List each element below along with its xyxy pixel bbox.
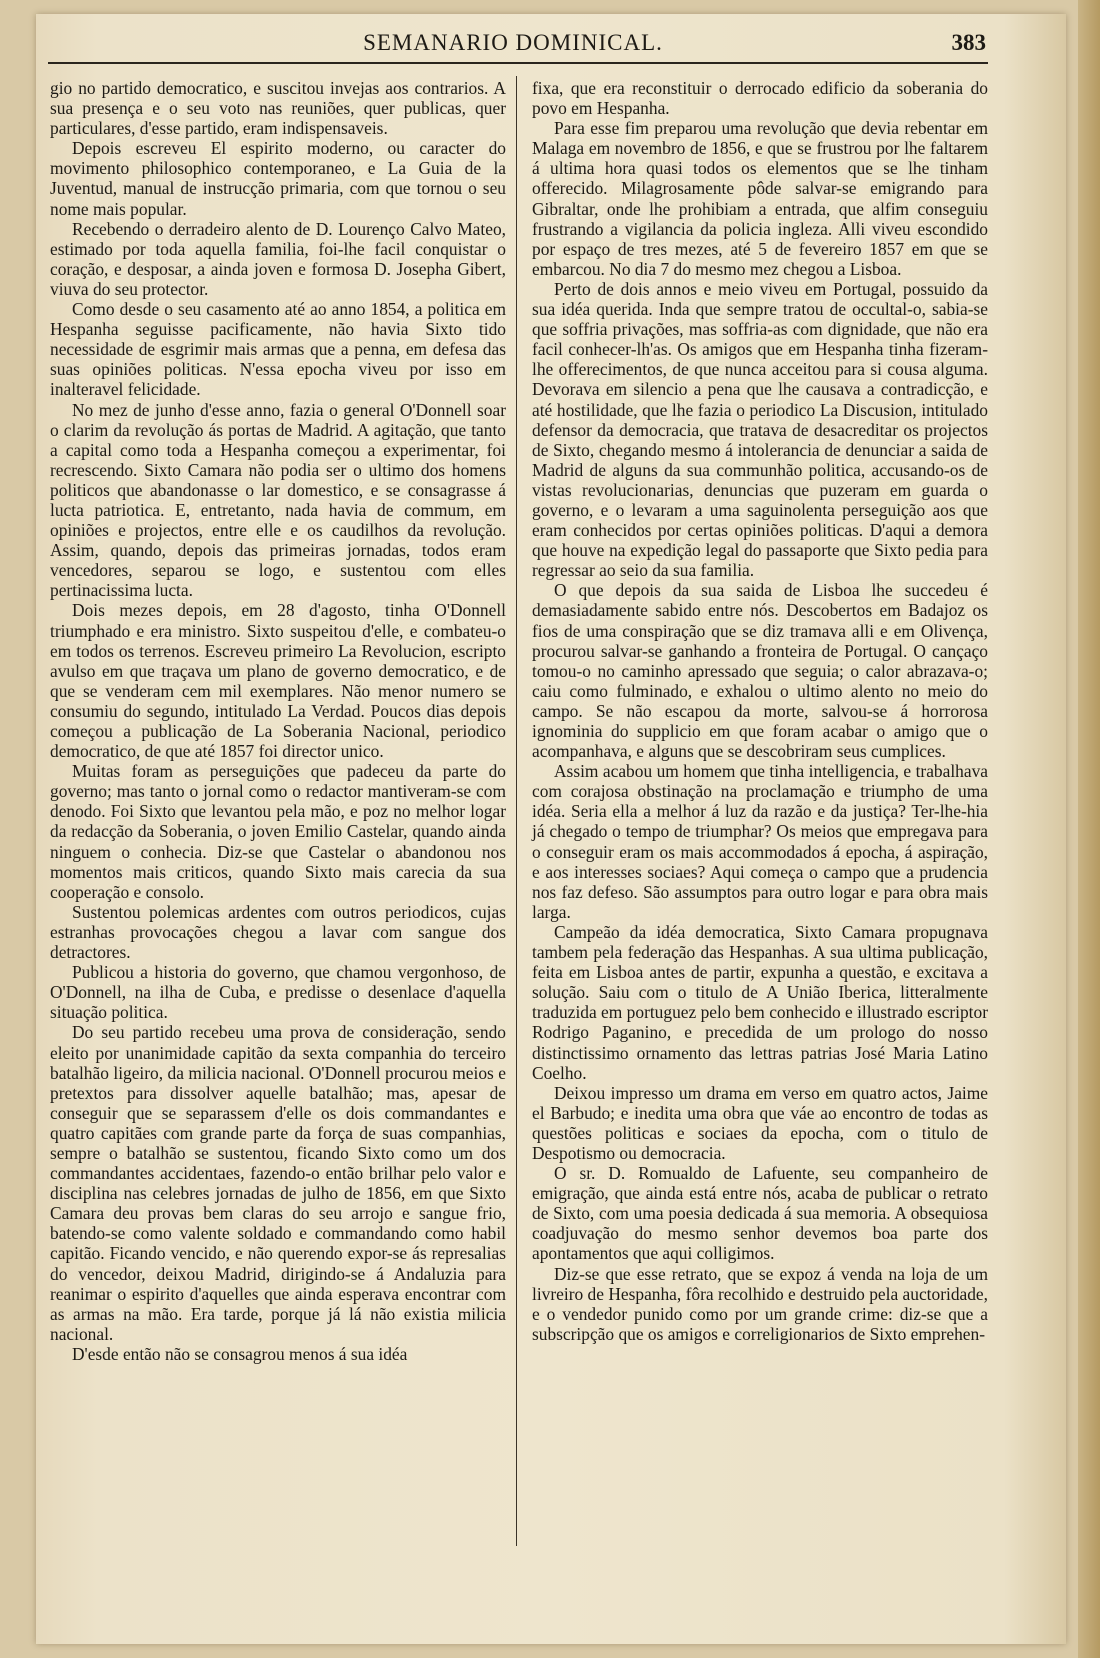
paragraph: fixa, que era reconstituir o derrocado edificio da soberania do povo em Hespanha.: [532, 78, 988, 119]
paragraph: Dois mezes depois, em 28 d'agosto, tinha O'Donnell triumphado e era ministro. Sixto suspeitou d'elle, e combateu-o em todos os terrenos. Escreveu primeiro La Revolucion, escripto avulso em que traçava um plano de governo democratico, e de que se venderam cem mil exemplares. Não menor numero se consumiu do segundo, intitulado La Verdad. Poucos dias depois começou a publicação de La Soberania Nacional, periodico democratico, de que até 1857 foi director unico.: [50, 600, 506, 762]
paragraph: Campeão da idéa democratica, Sixto Camara propugnava tambem pela federação das Hespanhas. A sua ultima publicação, feita em Lisboa antes de partir, expunha a questão, e excitava a solução. Saiu com o titulo de A União Iberica, litteralmente traduzida em portuguez pelo bem conhecido e illustrado escriptor Rodrigo Paganino, e precedida de um prologo do nosso distinctissimo ornamento das lettras patrias José Maria Latino Coelho.: [532, 921, 988, 1083]
paragraph: Como desde o seu casamento até ao anno 1854, a politica em Hespanha seguisse pacificamente, não havia Sixto tido necessidade de esgrimir mais armas que a penna, em defesa das suas opiniões politicas. N'essa epocha viveu por isso em inalteravel felicidade.: [50, 299, 506, 400]
paragraph: Do seu partido recebeu uma prova de consideração, sendo eleito por unanimidade capitão da sexta companhia do terceiro batalhão ligeiro, da milicia nacional. O'Donnell procurou meios e pretextos para dissolver aquelle batalhão; mas, apesar de conseguir que se separassem d'elle os dois commandantes e quatro capitães com grande parte da força de suas companhias, sempre o batalhão se sustentou, ficando Sixto como um dos commandantes accidentaes, fazendo-o então brilhar pelo valor e disciplina nas celebres jornadas de julho de 1856, em que Sixto Camara deu provas bem claras do seu arrojo e sangue frio, batendo-se como valente soldado e commandando como habil capitão. Ficando vencido, e não querendo expor-se ás represalias do vencedor, deixou Madrid, dirigindo-se á Andaluzia para reanimar o espirito d'aquelles que ainda esperava encontrar com as armas na mão. Era tarde, porque já lá não existia milicia nacional.: [50, 1022, 506, 1344]
binding-edge: [1078, 0, 1100, 1658]
page-header: [48, 28, 986, 64]
right-column: [532, 78, 988, 1344]
paragraph: Recebendo o derradeiro alento de D. Lourenço Calvo Mateo, estimado por toda aquella familia, foi-lhe facil conquistar o coração, e desposar, a ainda joven e formosa D. Josepha Gibert, viuva do seu protector.: [50, 218, 506, 299]
paragraph: Diz-se que esse retrato, que se expoz á venda na loja de um livreiro de Hespanha, fôra recolhido e destruido pela auctoridade, e o vendedor punido como por um grande crime: diz-se que a subscripção que os amigos e correligionarios de Sixto emprehen-: [532, 1263, 988, 1344]
paragraph: Para esse fim preparou uma revolução que devia rebentar em Malaga em novembro de 1856, e que se frustrou por lhe faltarem á ultima hora quasi todos os elementos que se lhe tinham offerecido. Milagrosamente pôde salvar-se emigrando para Gibraltar, onde lhe prohibiam a entrada, que alfim conseguiu frustrando a vigilancia da policia ingleza. Alli viveu escondido por espaço de tres mezes, até 5 de fevereiro 1857 em que se embarcou. No dia 7 do mesmo mez chegou a Lisboa.: [532, 118, 988, 279]
header-rule: [48, 62, 988, 64]
paragraph: Assim acabou um homem que tinha intelligencia, e trabalhava com corajosa obstinação na proclamação e triumpho de uma idéa. Seria ella a melhor á luz da razão e da justiça? Ter-lhe-hia já chegado o tempo de triumphar? Os meios que empregava para o conseguir eram os mais accommodados á epocha, á aspiração, e aos interesses sociaes? Aqui começa o campo que a prudencia nos faz defeso. São assumptos para outro logar e para obra mais larga.: [532, 761, 988, 922]
paragraph: Depois escreveu El espirito moderno, ou caracter do movimento philosophico contemporaneo, e La Guia de la Juventud, manual de instrucção primaria, com que tornou o seu nome mais popular.: [50, 138, 506, 219]
paragraph: D'esde então não se consagrou menos á sua idéa: [72, 1343, 408, 1364]
paragraph: No mez de junho d'esse anno, fazia o general O'Donnell soar o clarim da revolução ás portas de Madrid. A agitação, que tanto a capital como toda a Hespanha começou a experimentar, foi recrescendo. Sixto Camara não podia ser o ultimo dos homens politicos que abandonasse o lar domestico, e se consagrasse á lucta patriotica. E, entretanto, nada havia de commum, em opiniões e projectos, entre elle e os caudilhos da revolução. Assim, quando, depois das primeiras jornadas, todos eram vencedores, separou se logo, e sustentou com elles pertinacissima lucta.: [50, 399, 506, 601]
left-column: [50, 78, 506, 1364]
paragraph: Muitas foram as perseguições que padeceu da parte do governo; mas tanto o jornal como o redactor mantiveram-se com denodo. Foi Sixto que levantou pela mão, e poz no melhor logar da redacção da Soberania, o joven Emilio Castelar, quando ainda ninguem o conhecia. Diz-se que Castelar o abandonou nos momentos mais criticos, quando Sixto mais carecia da sua cooperação e consolo.: [50, 761, 506, 902]
paragraph: O sr. D. Romualdo de Lafuente, seu companheiro de emigração, que ainda está entre nós, acaba de publicar o retrato de Sixto, com uma poesia dedicada á sua memoria. A obsequiosa coadjuvação do mesmo senhor devemos boa parte dos apontamentos que aqui colligimos.: [532, 1163, 988, 1264]
paragraph: Publicou a historia do governo, que chamou vergonhoso, de O'Donnell, na ilha de Cuba, e predisse o desenlace d'aquella situação politica.: [50, 962, 506, 1023]
column-divider: [516, 76, 517, 1546]
paragraph: Deixou impresso um drama em verso em quatro actos, Jaime el Barbudo; e inedita uma obra que váe ao encontro de todas as questões politicas e sociaes da epocha, com o titulo de Despotismo ou democracia.: [532, 1082, 988, 1163]
page-number: 383: [951, 30, 986, 55]
paragraph: gio no partido democratico, e suscitou invejas aos contrarios. A sua presença e o seu voto nas reuniões, quer publicas, quer particulares, d'esse partido, eram indispensaveis.: [50, 78, 506, 139]
paragraph: Perto de dois annos e meio viveu em Portugal, possuido da sua idéa querida. Inda que sempre tratou de occultal-o, sabia-se que soffria privações, mas soffria-as com dignidade, que não era facil conhecer-lh'as. Os amigos que em Hespanha tinha fizeram-lhe offerecimentos, de que nunca acceitou para si cousa alguma. Devorava em silencio a pena que lhe causava a contradicção, e até hostilidade, que lhe fazia o periodico La Discusion, intitulado defensor da democracia, que tratava de desacreditar os projectos de Sixto, chegando mesmo á intolerancia de denunciar a saida de Madrid de alguns da sua communhão politica, accusando-os de vistas revolucionarias, denuncias que puzeram em guarda o governo, e o levaram a uma saguinolenta perseguição aos que eram conhecidos por certas opiniões politicas. D'aqui a demora que houve na expedição legal do passaporte que Sixto pedia para regressar ao seio da sua familia.: [532, 278, 988, 581]
paragraph: O que depois da sua saida de Lisboa lhe succedeu é demasiadamente sabido entre nós. Descobertos em Badajoz os fios de uma conspiração que se diz tramava alli e em Olivença, procurou salvar-se ganhando a fronteira de Portugal. O cançaço tomou-o no caminho apressado que seguia; o calor abrazava-o; caiu como fulminado, e exhalou o ultimo alento no meio do campo. Se não escapou da morte, salvou-se á horrorosa ignominia do supplicio em que foram acabar o amigo que o acompanhava, e alguns que se descobriram seus cumplices.: [532, 580, 988, 762]
running-title: SEMANARIO DOMINICAL.: [363, 30, 663, 55]
paragraph: Sustentou polemicas ardentes com outros periodicos, cujas estranhas provocações chegou a lavar com sangue dos detractores.: [50, 901, 506, 963]
